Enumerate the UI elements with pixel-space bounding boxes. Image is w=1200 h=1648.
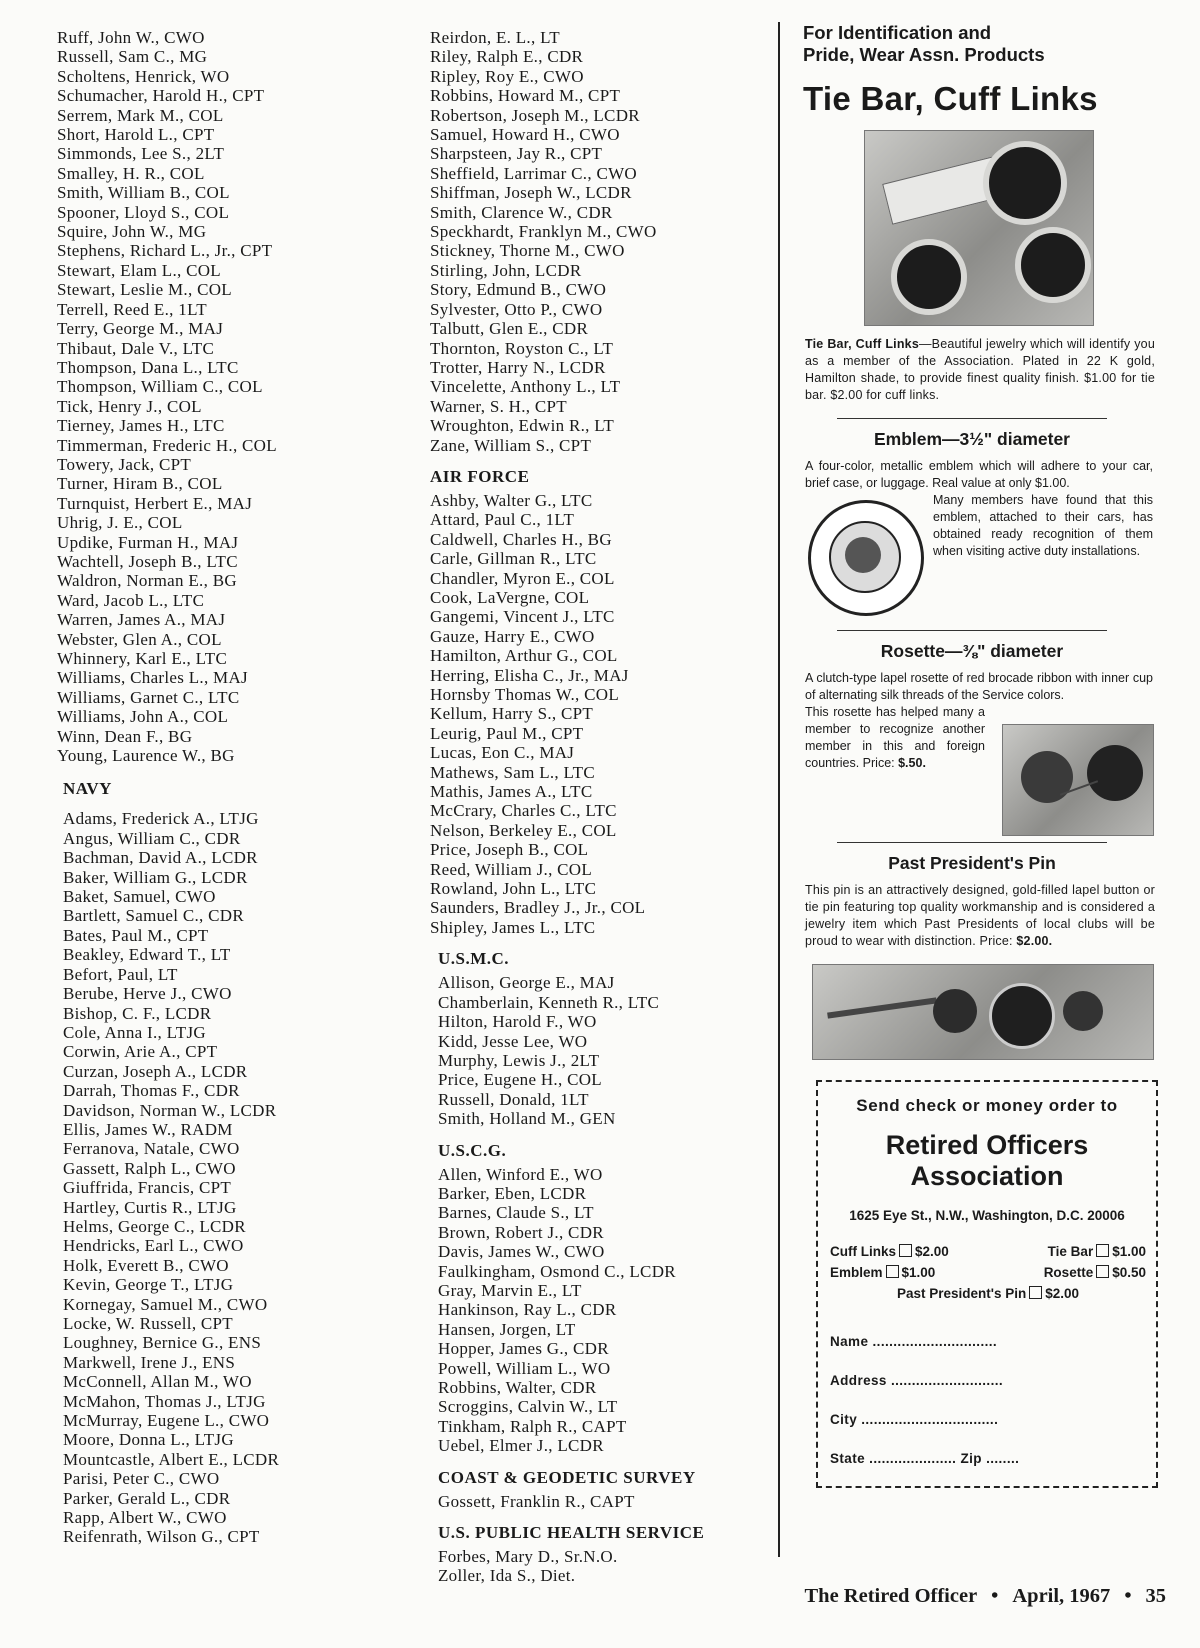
roster-entry: Smalley, H. R., COL <box>57 163 205 183</box>
roster-entry: Ripley, Roy E., CWO <box>430 66 584 86</box>
roster-entry: Befort, Paul, LT <box>63 964 178 984</box>
bullet-separator: • <box>991 1585 999 1607</box>
roster-entry: Thompson, Dana L., LTC <box>57 357 239 377</box>
past-president-pin-heading: Past President's Pin <box>888 853 1056 873</box>
roster-entry: Webster, Glen A., COL <box>57 629 222 649</box>
roster-entry: Uhrig, J. E., COL <box>57 513 183 533</box>
roster-entry: Moore, Donna L., LTJG <box>63 1430 234 1450</box>
coast-survey-names-list <box>438 1492 760 1511</box>
roster-entry: Hansen, Jorgen, LT <box>438 1319 576 1339</box>
pin-price: $2.00. <box>1016 934 1053 948</box>
association-name-line-1: Retired Officers <box>885 1130 1089 1160</box>
roster-entry: Curzan, Joseph A., LCDR <box>63 1061 248 1081</box>
roster-entry: Murphy, Lewis J., 2LT <box>438 1050 600 1070</box>
roster-entry: Baker, William G., LCDR <box>63 867 248 887</box>
tie-bar-price: $1.00 <box>1112 1244 1146 1259</box>
roster-entry: Gossett, Franklin R., CAPT <box>438 1491 635 1511</box>
column-divider <box>778 22 780 1557</box>
send-instructions: Send check or money order to <box>856 1096 1118 1115</box>
roster-entry: Hendricks, Earl L., CWO <box>63 1236 244 1256</box>
roster-entry: McConnell, Allan M., WO <box>63 1372 252 1392</box>
roster-entry: Rapp, Albert W., CWO <box>63 1508 227 1528</box>
roster-entry: Waldron, Norman E., BG <box>57 571 237 591</box>
roster-entry: Vincelette, Anthony L., LT <box>430 377 621 397</box>
roster-entry: Kevin, George T., LTJG <box>63 1275 234 1295</box>
roster-entry: Bishop, C. F., LCDR <box>63 1003 212 1023</box>
airforce-heading: AIR FORCE <box>430 466 530 486</box>
roster-entry: Smith, Holland M., GEN <box>438 1109 616 1129</box>
roster-entry: Carle, Gillman R., LTC <box>430 549 597 569</box>
roster-entry: Robertson, Joseph M., LCDR <box>430 105 640 125</box>
public-health-names-list <box>438 1547 760 1586</box>
roster-entry: Robbins, Walter, CDR <box>438 1378 597 1397</box>
army-names-list <box>57 28 417 765</box>
roster-entry: Tinkham, Ralph R., CAPT <box>438 1416 627 1436</box>
roster-entry: Wroughton, Edwin R., LT <box>430 416 615 436</box>
tie-bar-option[interactable] <box>1048 1241 1146 1262</box>
roster-entry: Robbins, Howard M., CPT <box>430 86 621 106</box>
roster-entry: Short, Harold L., CPT <box>57 125 215 145</box>
usmc-names-list <box>438 973 760 1128</box>
roster-entry: Warren, James A., MAJ <box>57 610 226 630</box>
uscg-heading: U.S.C.G. <box>438 1140 507 1160</box>
roster-entry: Parisi, Peter C., CWO <box>63 1469 220 1489</box>
roster-entry: Sheffield, Larrimar C., CWO <box>430 163 638 183</box>
roster-entry: Thompson, William C., COL <box>57 377 263 397</box>
rosette-price: $.50. <box>898 756 926 770</box>
emblem-checkbox[interactable] <box>886 1265 899 1278</box>
name-field[interactable]: Name .............................. <box>830 1334 998 1349</box>
roster-entry: Barker, Eben, LCDR <box>438 1183 587 1203</box>
roster-entry: Warner, S. H., CPT <box>430 396 567 416</box>
navy-heading: NAVY <box>63 779 112 799</box>
rosette-order-price: $0.50 <box>1112 1265 1146 1280</box>
roster-entry: Speckhardt, Franklyn M., CWO <box>430 222 657 242</box>
roster-entry: Reifenrath, Wilson G., CPT <box>63 1527 260 1547</box>
roster-entry: Bachman, David A., LCDR <box>63 848 258 868</box>
issue-date: April, 1967 <box>1012 1585 1111 1607</box>
roster-entry: Kellum, Harry S., CPT <box>430 704 594 724</box>
order-form <box>816 1080 1158 1488</box>
rosette-checkbox[interactable] <box>1096 1265 1109 1278</box>
roster-entry: Gassett, Ralph L., CWO <box>63 1158 236 1178</box>
roster-entry: Terry, George M., MAJ <box>57 319 224 339</box>
rosette-description-2 <box>805 704 985 772</box>
rosette-photo <box>1002 724 1154 836</box>
roster-entry: Powell, William L., WO <box>438 1358 611 1378</box>
roster-entry: Bates, Paul M., CPT <box>63 925 209 945</box>
roster-entry: Rowland, John L., LTC <box>430 879 597 899</box>
pin-description <box>805 882 1155 950</box>
address-field[interactable]: Address ........................... <box>830 1373 1004 1388</box>
roster-entry: Williams, John A., COL <box>57 707 229 727</box>
roster-entry: Stewart, Leslie M., COL <box>57 280 232 300</box>
products-advertisement <box>788 22 1156 1488</box>
emblem-option[interactable] <box>830 1262 935 1283</box>
roster-entry: McCrary, Charles C., LTC <box>430 801 617 821</box>
roster-entry: Mountcastle, Albert E., LCDR <box>63 1449 280 1469</box>
roster-entry: Stickney, Thorne M., CWO <box>430 241 625 261</box>
rosette-label: Rosette <box>1043 1265 1094 1280</box>
tie-bar-description <box>805 336 1155 404</box>
navy-continued-list <box>430 28 760 455</box>
roster-entry: Attard, Paul C., 1LT <box>430 510 575 530</box>
roster-entry: Uebel, Elmer J., LCDR <box>438 1436 604 1456</box>
ad-tagline-line-1: For Identification and <box>803 22 992 43</box>
roster-entry: Caldwell, Charles H., BG <box>430 529 612 549</box>
emblem-section <box>805 458 1156 616</box>
roster-entry: Barnes, Claude S., LT <box>438 1203 594 1223</box>
roster-entry: Davis, James W., CWO <box>438 1242 605 1262</box>
roster-entry: Hamilton, Arthur G., COL <box>430 646 618 666</box>
roster-entry: Beakley, Edward T., LT <box>63 945 231 965</box>
roster-entry: Winn, Dean F., BG <box>57 726 193 746</box>
roster-entry: Trotter, Harry N., LCDR <box>430 357 606 377</box>
tie-bar-checkbox[interactable] <box>1096 1244 1109 1257</box>
roster-entry: Hilton, Harold F., WO <box>438 1012 597 1032</box>
roster-entry: Sharpsteen, Jay R., CPT <box>430 144 603 164</box>
roster-entry: Whinnery, Karl E., LTC <box>57 649 228 668</box>
roster-entry: Updike, Furman H., MAJ <box>57 532 239 552</box>
tie-bar-cuff-links-photo <box>864 130 1094 326</box>
bullet-separator: • <box>1124 1585 1132 1607</box>
roster-entry: Hankinson, Ray L., CDR <box>438 1300 617 1320</box>
page-footer <box>805 1585 1167 1608</box>
roster-entry: Scholtens, Henrick, WO <box>57 66 230 86</box>
roster-entry: Loughney, Bernice G., ENS <box>63 1333 262 1353</box>
roster-entry: Giuffrida, Francis, CPT <box>63 1178 232 1198</box>
roster-entry: Corwin, Arie A., CPT <box>63 1042 218 1062</box>
tie-bar-label: Tie Bar <box>1047 1244 1094 1259</box>
public-health-heading: U.S. PUBLIC HEALTH SERVICE <box>438 1523 705 1543</box>
emblem-description-2: Many members have found that this emblem, attached to their cars, has obtained ready recognition of them when visiting active duty installations. <box>933 493 1153 558</box>
roster-entry: Ashby, Walter G., LTC <box>430 490 593 510</box>
roster-entry: Shipley, James L., LTC <box>430 917 596 937</box>
roster-entry: Davidson, Norman W., LCDR <box>63 1100 277 1120</box>
state-zip-field[interactable]: State ..................... Zip ........ <box>830 1451 1020 1466</box>
ad-tagline-line-2: Pride, Wear Assn. Products <box>803 44 1045 65</box>
roster-entry: Kidd, Jesse Lee, WO <box>438 1031 588 1051</box>
roster-entry: Baket, Samuel, CWO <box>63 887 216 907</box>
coast-survey-heading: COAST & GEODETIC SURVEY <box>438 1467 696 1487</box>
ad-tagline <box>803 22 1156 66</box>
association-name-line-2: Association <box>910 1161 1064 1191</box>
roster-entry: Story, Edmund B., CWO <box>430 280 607 300</box>
roster-entry: Tierney, James H., LTC <box>57 416 225 436</box>
roster-entry: Adams, Frederick A., LTJG <box>63 809 259 829</box>
roster-entry: Schumacher, Harold H., CPT <box>57 86 265 106</box>
rosette-option[interactable] <box>1044 1262 1146 1283</box>
page-number: 35 <box>1145 1585 1166 1607</box>
roster-entry: Bartlett, Samuel C., CDR <box>63 906 244 926</box>
city-field[interactable]: City ................................. <box>830 1412 999 1427</box>
roster-entry: Thibaut, Dale V., LTC <box>57 338 215 358</box>
cuff-links-label: Cuff Links <box>830 1244 896 1259</box>
roster-entry: Hopper, James G., CDR <box>438 1339 609 1359</box>
roster-entry: Hornsby Thomas W., COL <box>430 685 620 704</box>
roster-entry: Lucas, Eon C., MAJ <box>430 743 575 763</box>
roster-entry: Riley, Ralph E., CDR <box>430 47 584 67</box>
roster-entry: McMurray, Eugene L., CWO <box>63 1411 270 1431</box>
roster-entry: Serrem, Mark M., COL <box>57 105 224 125</box>
roster-entry: Young, Laurence W., BG <box>57 746 235 766</box>
roster-entry: Timmerman, Frederic H., COL <box>57 435 277 455</box>
past-president-pin-photo <box>812 964 1154 1060</box>
roster-entry: Ellis, James W., RADM <box>63 1119 233 1139</box>
roster-entry: Markwell, Irene J., ENS <box>63 1352 236 1372</box>
cuff-links-checkbox[interactable] <box>899 1244 912 1257</box>
usmc-heading: U.S.M.C. <box>438 949 510 969</box>
emblem-heading: Emblem—3½" diameter <box>873 429 1070 449</box>
pin-checkbox[interactable] <box>1029 1286 1042 1299</box>
association-address: 1625 Eye St., N.W., Washington, D.C. 20006 <box>849 1208 1125 1223</box>
roster-entry: Simmonds, Lee S., 2LT <box>57 144 225 164</box>
roster-entry: Scroggins, Calvin W., LT <box>438 1397 618 1417</box>
cuff-links-price: $2.00 <box>915 1244 949 1259</box>
roster-entry: Reirdon, E. L., LT <box>430 28 560 47</box>
roster-entry: Ferranova, Natale, CWO <box>63 1139 240 1159</box>
uscg-names-list <box>438 1165 760 1456</box>
roster-entry: Allison, George E., MAJ <box>438 973 615 993</box>
roster-entry: Gray, Marvin E., LT <box>438 1280 582 1300</box>
roster-entry: Spooner, Lloyd S., COL <box>57 202 230 222</box>
roster-entry: Ruff, John W., CWO <box>57 28 205 47</box>
roster-entry: Herring, Elisha C., Jr., MAJ <box>430 665 629 685</box>
roster-entry: Towery, Jack, CPT <box>57 454 192 474</box>
roster-entry: Kornegay, Samuel M., CWO <box>63 1294 268 1314</box>
past-president-pin-option[interactable] <box>830 1283 1146 1304</box>
divider <box>837 630 1107 631</box>
roster-entry: Gauze, Harry E., CWO <box>430 626 595 646</box>
roster-entry: Reed, William J., COL <box>430 859 593 879</box>
rosette-section <box>805 670 1156 828</box>
roster-entry: Samuel, Howard H., CWO <box>430 125 620 145</box>
roster-entry: Williams, Charles L., MAJ <box>57 668 248 688</box>
emblem-price: $1.00 <box>901 1265 936 1280</box>
divider <box>837 418 1107 419</box>
cuff-links-option[interactable] <box>830 1241 949 1262</box>
emblem-seal-image <box>808 500 924 616</box>
tie-bar-lead: Tie Bar, Cuff Links <box>805 337 919 351</box>
roster-entry: Darrah, Thomas F., CDR <box>63 1081 240 1101</box>
roster-entry: Sylvester, Otto P., CWO <box>430 299 603 319</box>
roster-entry: Turnquist, Herbert E., MAJ <box>57 493 253 513</box>
roster-entry: Russell, Sam C., MG <box>57 47 208 67</box>
roster-entry: Mathis, James A., LTC <box>430 782 593 802</box>
roster-entry: Forbes, Mary D., Sr.N.O. <box>438 1547 618 1567</box>
roster-entry: Talbutt, Glen E., CDR <box>430 319 589 339</box>
roster-entry: Smith, William B., COL <box>57 183 230 203</box>
roster-entry: Stephens, Richard L., Jr., CPT <box>57 241 273 261</box>
roster-entry: Angus, William C., CDR <box>63 828 241 848</box>
tie-bar-text: —Beautiful jewelry which will identify you as a member of the Association. Plated in 22 K gold, Hamilton shade, to provide finest quality finish. $1.00 for tie bar. $2.00 for cuff links. <box>805 337 1155 402</box>
rosette-description-1: A clutch-type lapel rosette of red brocade ribbon with inner cup of alternating silk threads of the Service colors. <box>805 671 1153 702</box>
roster-entry: Chandler, Myron E., COL <box>430 568 615 588</box>
roster-entry: Zane, William S., CPT <box>430 435 592 455</box>
roster-entry: Ward, Jacob L., LTC <box>57 590 205 610</box>
divider <box>837 842 1107 843</box>
roster-entry: Terrell, Reed E., 1LT <box>57 299 207 319</box>
publication-name: The Retired Officer <box>804 1585 978 1607</box>
roster-entry: Berube, Herve J., CWO <box>63 984 232 1004</box>
pin-label: Past President's Pin <box>896 1286 1027 1301</box>
order-prices <box>830 1241 1146 1304</box>
roster-entry: Cole, Anna I., LTJG <box>63 1022 206 1042</box>
roster-entry: Wachtell, Joseph B., LTC <box>57 551 238 571</box>
roster-entry: Smith, Clarence W., CDR <box>430 202 613 222</box>
roster-entry: Brown, Robert J., CDR <box>438 1222 604 1242</box>
emblem-description-1: A four-color, metallic emblem which will adhere to your car, brief case, or luggage. Real value at only $1.00. <box>805 459 1153 490</box>
roster-entry: Parker, Gerald L., CDR <box>63 1488 231 1508</box>
roster-entry: Saunders, Bradley J., Jr., COL <box>430 898 646 918</box>
roster-entry: Turner, Hiram B., COL <box>57 474 223 494</box>
roster-entry: McMahon, Thomas J., LTJG <box>63 1391 266 1411</box>
roster-entry: Leurig, Paul M., CPT <box>430 723 584 743</box>
roster-entry: Shiffman, Joseph W., LCDR <box>430 183 632 203</box>
roster-entry: Locke, W. Russell, CPT <box>63 1314 233 1333</box>
roster-entry: Helms, George C., LCDR <box>63 1216 246 1236</box>
roster-entry: Hartley, Curtis R., LTJG <box>63 1197 237 1217</box>
roster-entry: Price, Eugene H., COL <box>438 1070 602 1090</box>
pin-order-price: $2.00 <box>1045 1286 1080 1301</box>
association-name <box>818 1130 1156 1192</box>
roster-entry: Faulkingham, Osmond C., LCDR <box>438 1261 676 1281</box>
roster-entry: Thornton, Royston C., LT <box>430 338 614 358</box>
rosette-text: This rosette has helped many a member to recognize another member in this and foreign countries. Price: <box>805 705 985 770</box>
roster-entry: Squire, John W., MG <box>57 222 207 242</box>
roster-entry: Chamberlain, Kenneth R., LTC <box>438 992 660 1012</box>
roster-entry: Nelson, Berkeley E., COL <box>430 820 617 840</box>
navy-names-list <box>63 809 417 1546</box>
roster-entry: Williams, Garnet C., LTC <box>57 687 240 707</box>
roster-entry: Russell, Donald, 1LT <box>438 1089 589 1109</box>
roster-entry: Stirling, John, LCDR <box>430 260 582 280</box>
airforce-names-list <box>430 491 760 937</box>
roster-entry: Stewart, Elam L., COL <box>57 260 221 280</box>
roster-entry: Cook, LaVergne, COL <box>430 587 590 607</box>
roster-entry: Zoller, Ida S., Diet. <box>438 1566 576 1586</box>
emblem-label: Emblem <box>830 1265 883 1280</box>
roster-entry: Tick, Henry J., COL <box>57 396 202 416</box>
rosette-heading: Rosette—⅜" diameter <box>880 641 1064 661</box>
roster-column-1 <box>57 28 417 1547</box>
roster-entry: Allen, Winford E., WO <box>438 1164 603 1184</box>
roster-entry: Gangemi, Vincent J., LTC <box>430 607 615 627</box>
roster-column-2 <box>430 28 760 1586</box>
roster-entry: Mathews, Sam L., LTC <box>430 762 595 782</box>
pin-text: This pin is an attractively designed, gold-filled lapel button or tie pin featuring top quality workmanship and is considered a jewelry item which Past Presidents of local clubs will be proud to wear with distinction. Price: <box>805 883 1155 948</box>
roster-entry: Holk, Everett B., CWO <box>63 1255 229 1275</box>
ad-title: Tie Bar, Cuff Links <box>803 80 1098 117</box>
roster-entry: Price, Joseph B., COL <box>430 840 589 860</box>
